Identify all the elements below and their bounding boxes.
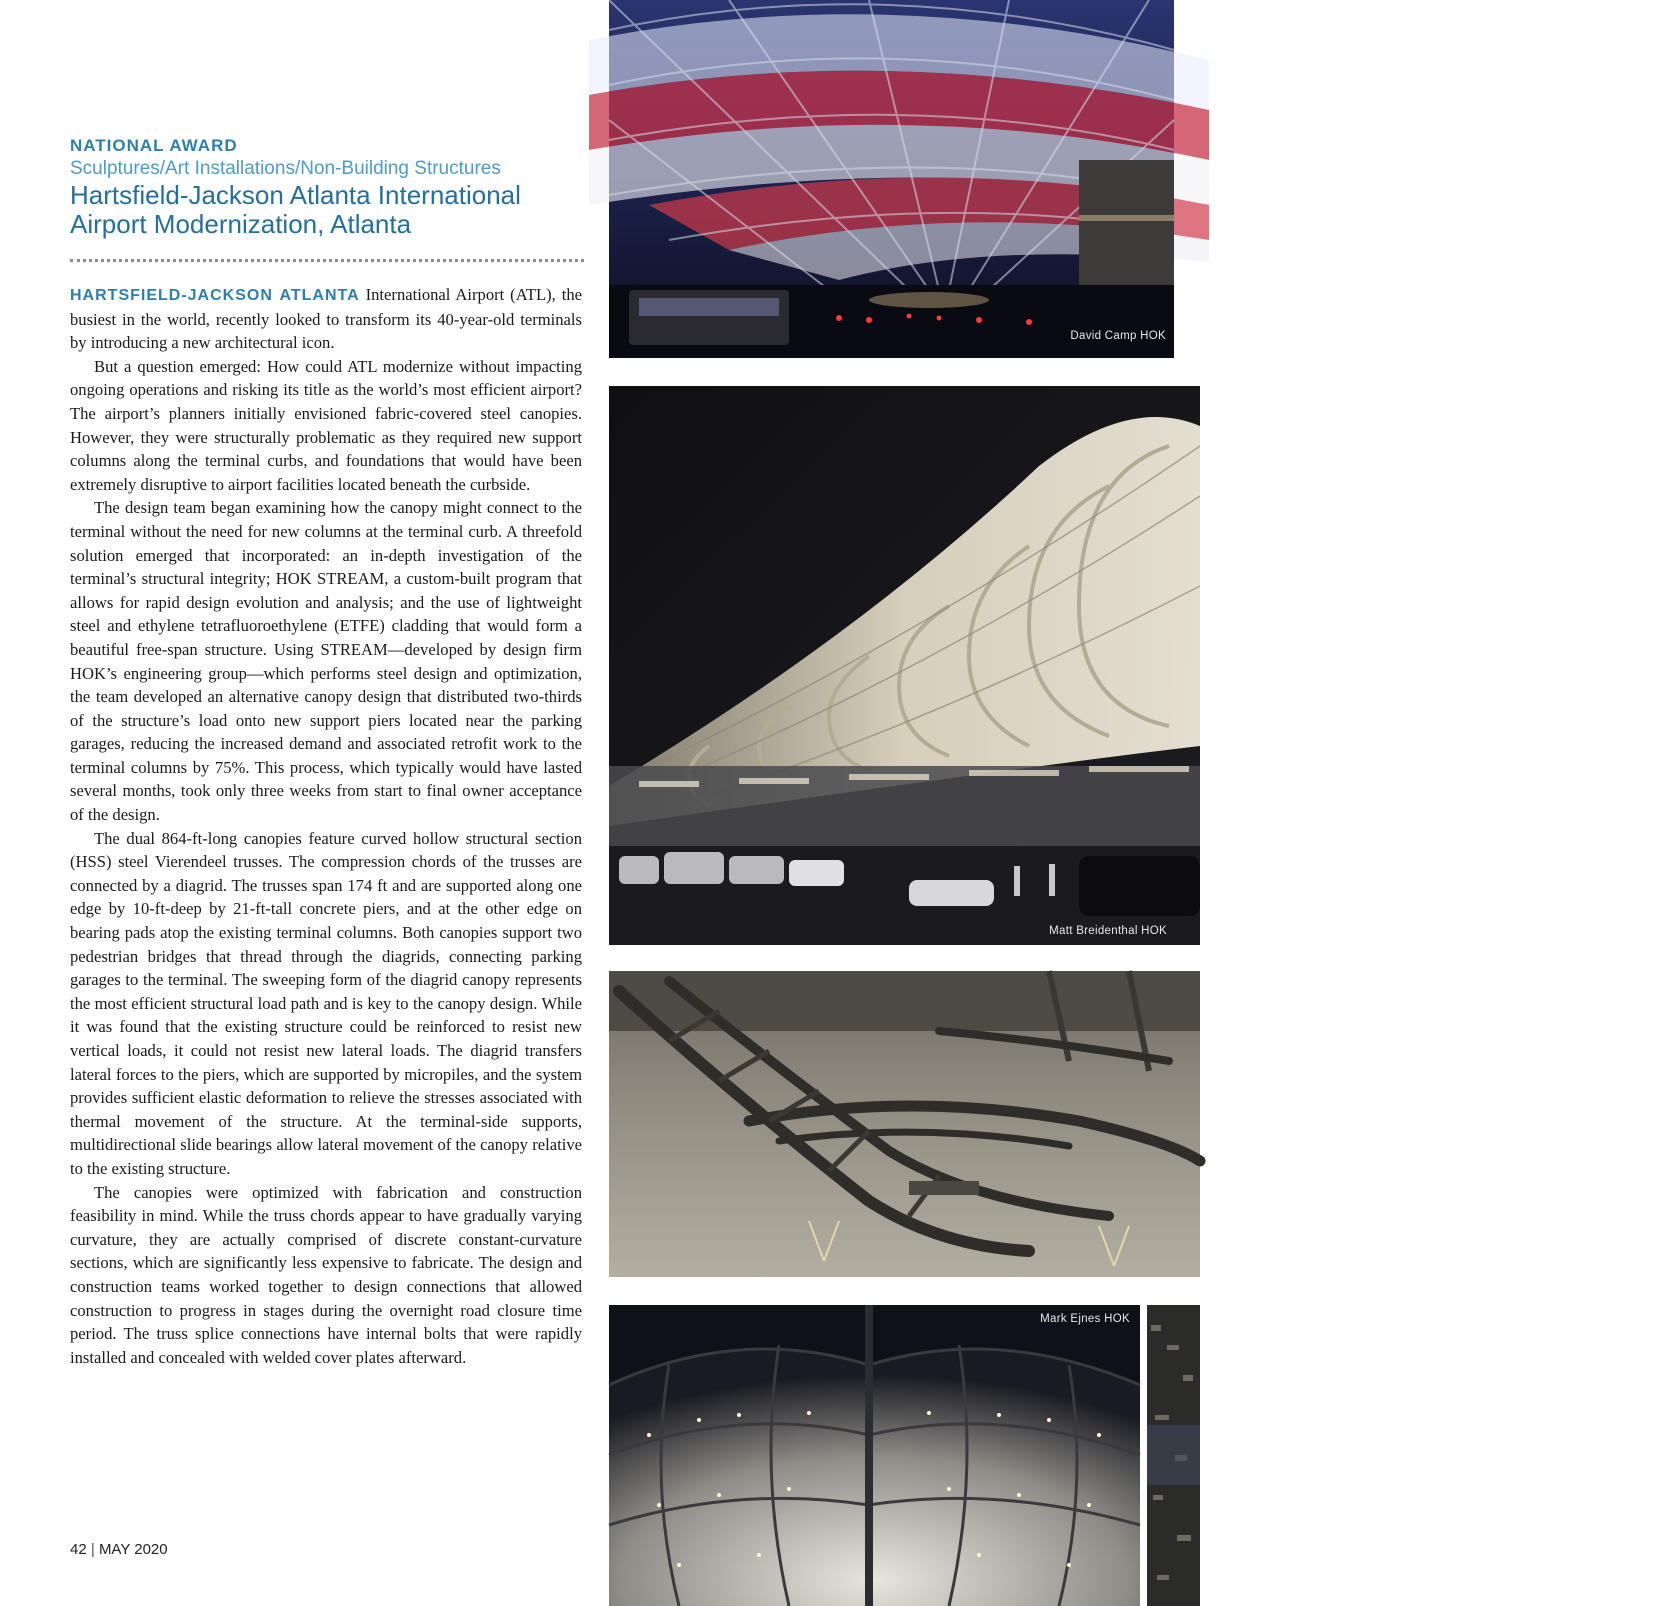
pull-quote bbox=[1245, 795, 1665, 993]
canopy-night-photo bbox=[609, 386, 1654, 992]
page-footer bbox=[70, 1541, 168, 1558]
pull-quote-author: —Kari Berg bbox=[1285, 960, 1433, 992]
article-paragraph-3: The design team began examining how the canopy might connect to the terminal without the need for new columns at the terminal curb. A threefold solution emerged that incorporated: an in-depth investigation of the terminal’s structural integrity; HOK STREAM, a custom-built program that allows for rapid design evolution and analysis; and the use of lightweight steel and ethylene tetrafluoroethylene (ETFE) cladding that would form a beautiful free-span structure. Using STREAM—developed by design firm HOK’s engineering group—which performs steel design and optimization, the team developed an alternative canopy design that distributed two-thirds of the structure’s load onto new support piers located near the parking garages, reducing the increased demand and associated retrofit work to the terminal columns by 75%. This process, which typically would have lasted several months, took only three weeks from start to final owner acceptance of the design. bbox=[70, 498, 582, 825]
canopy-lights-photo bbox=[609, 0, 1174, 358]
issue-date: MAY 2020 bbox=[98, 1541, 168, 1558]
photo-credit-1: David Camp HOK bbox=[1070, 330, 1166, 342]
project-title: Hartsfield-Jackson Atlanta International Airport Modernization, Atlanta bbox=[70, 180, 521, 239]
footer-separator: | bbox=[90, 1541, 95, 1558]
page-number: 42 bbox=[70, 1541, 87, 1558]
canopy-night-illustration bbox=[609, 386, 1200, 945]
canopy-underside-photo bbox=[609, 1305, 1140, 1606]
article-lead-in: HARTSFIELD-JACKSON ATLANTA bbox=[70, 287, 360, 304]
article-paragraph-1 bbox=[70, 283, 582, 355]
truss-fabrication-photo bbox=[609, 971, 1200, 1277]
truss-fabrication-illustration bbox=[609, 971, 1200, 1277]
canopy-underside-illustration bbox=[609, 1305, 1140, 1606]
article-paragraph-2: But a question emerged: How could ATL modernize without impacting ongoing operations and risking its title as the world’s most efficient airport? The airport’s planners initially envisioned fabric-covered steel canopies. However, they were structurally problematic as they required new support columns along the terminal curbs, and foundations that would have been extremely disruptive to airport facilities located beneath the curbside. bbox=[70, 356, 582, 494]
article-paragraph-5: The canopies were optimized with fabrication and construction feasibility in mind. While the truss chords appear to have gradually varying curvature, they are actually comprised of discrete constant-curvature sections, which are significantly less expensive to fabricate. The design and construction teams worked together to design connections that allowed construction to progress in stages during the overnight road closure time period. The truss splice connections have internal bolts that were rapidly installed and concealed with welded cover plates afterward. bbox=[70, 1182, 582, 1367]
award-label: NATIONAL AWARD bbox=[70, 136, 238, 155]
category-label: Sculptures/Art Installations/Non-Building Structures bbox=[70, 158, 501, 179]
canopy-lights-illustration bbox=[609, 0, 1174, 358]
article-body bbox=[70, 283, 582, 1369]
photo-credit-2: Matt Breidenthal HOK bbox=[1049, 925, 1167, 937]
article-paragraph-1-text: International Airport (ATL), the busiest in the world, recently looked to transform its 40-year-old terminals by introducing a new architectural icon. bbox=[70, 285, 582, 353]
aerial-view-illustration bbox=[1147, 1305, 1200, 1606]
photo-credit-4: Mark Ejnes HOK bbox=[1040, 1313, 1130, 1325]
title-divider bbox=[70, 259, 584, 262]
article-paragraph-4: The dual 864-ft-long canopies feature curved hollow structural section (HSS) steel Vierendeel trusses. The compression chords of the trusses are connected by a diagrid. The trusses span 174 ft and are supported along one edge by 10-ft-deep by 21-ft-tall concrete piers, and at the other edge on bearing pads atop the existing terminal columns. Both canopies support two pedestrian bridges that thread through the diagrids, connecting parking garages to the terminal. The sweeping form of the diagrid canopy represents the most efficient structural load path and is key to the canopy design. While it was found that the existing structure could be reinforced to resist new vertical loads, it could not resist new lateral loads. The diagrid transfers lateral forces to the piers, which are supported by micropiles, and the system provides sufficient elastic deformation to relieve the stresses associated with thermal movement of the structure. At the terminal-side supports, multidirectional slide bearings allow lateral movement of the canopy relative to the existing structure. bbox=[70, 828, 582, 1178]
pull-quote-text: The project’s complex 3D modeling had to precisely plan each section component for quick construction, and the pieces had to be timed perfectly. bbox=[1245, 795, 1654, 959]
aerial-view-photo bbox=[1147, 1305, 1200, 1606]
